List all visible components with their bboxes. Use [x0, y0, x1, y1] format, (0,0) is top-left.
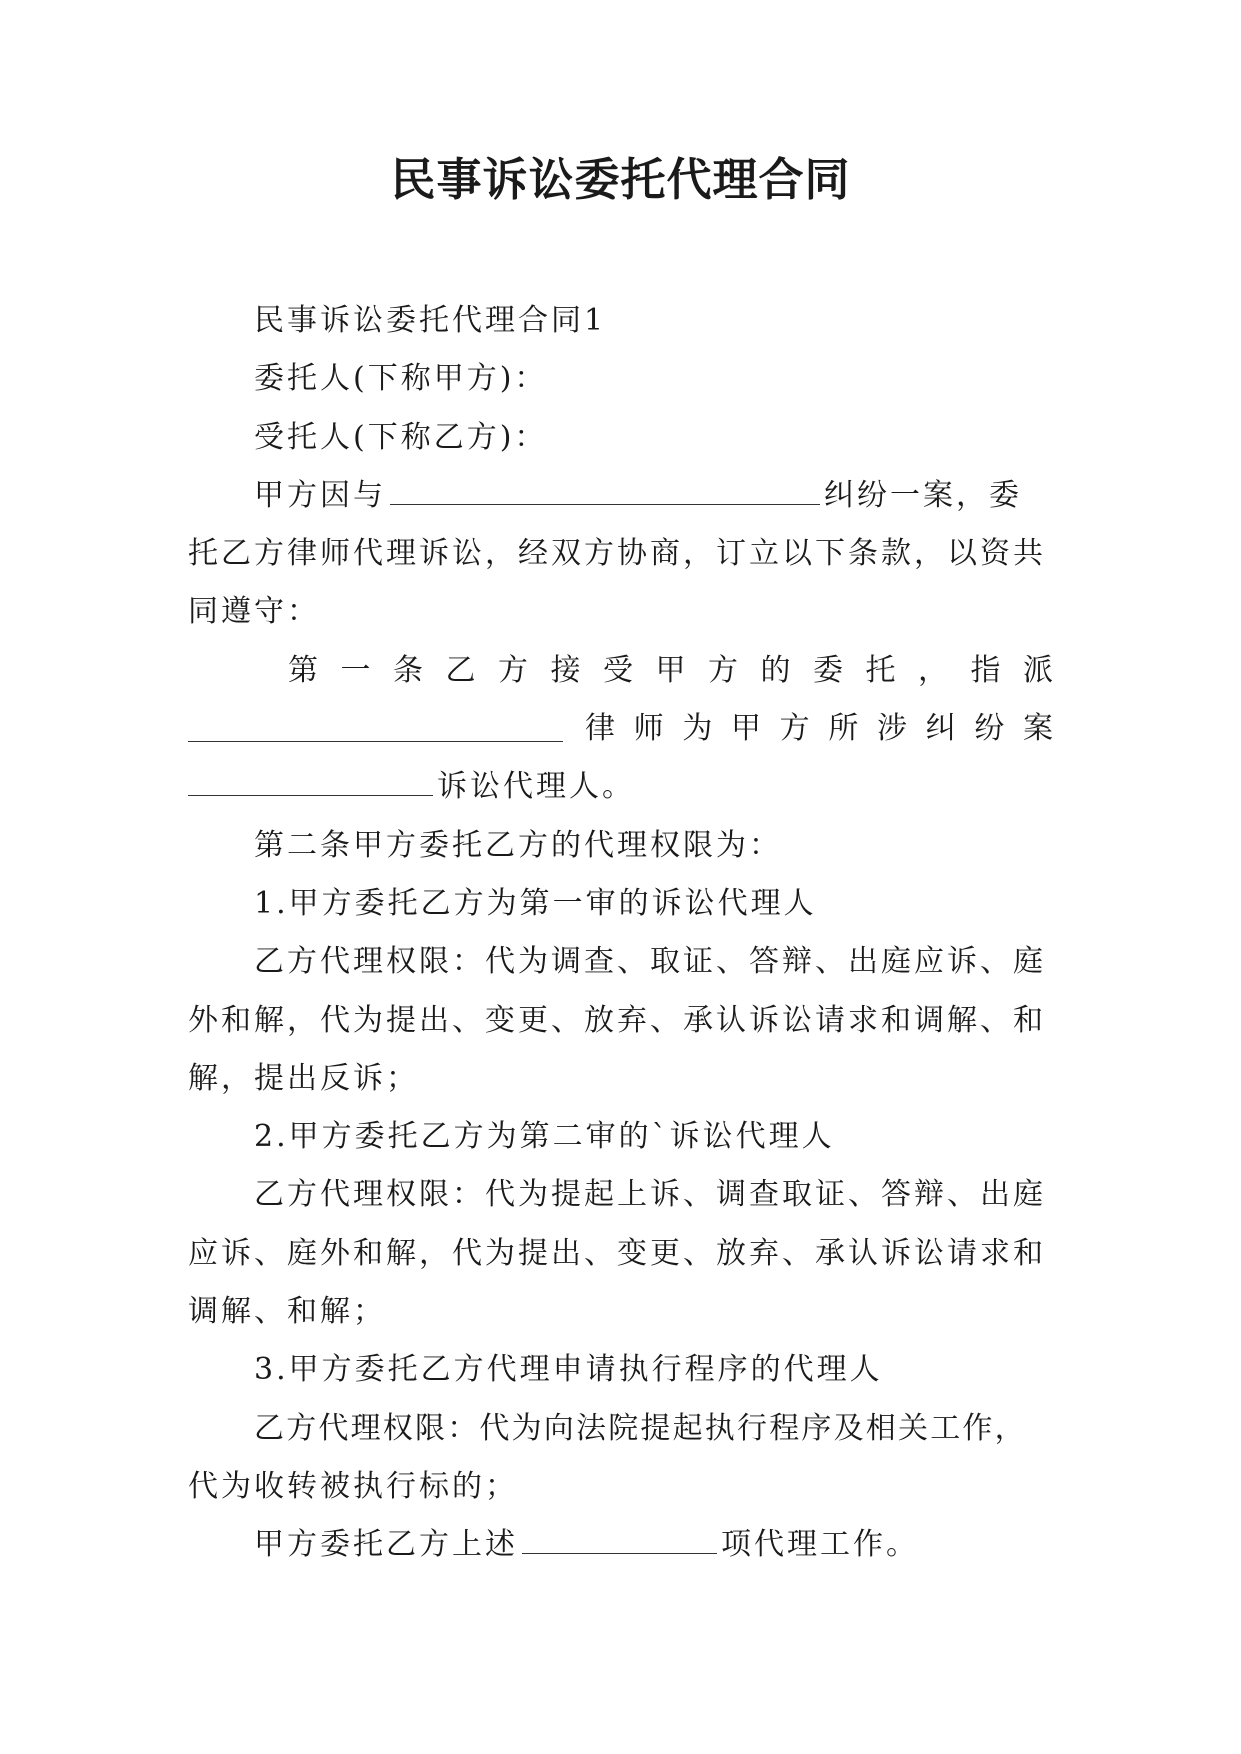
item2-title: 2.甲方委托乙方为第二审的`诉讼代理人 — [254, 1119, 835, 1155]
closing-prefix: 甲方委托乙方上述 — [254, 1527, 518, 1563]
document-title: 民事诉讼委托代理合同 — [390, 153, 851, 206]
item2-line-1: 乙方代理权限：代为提起上诉、调查取证、答辩、出庭 — [254, 1177, 1046, 1213]
document-body — [188, 292, 1056, 1575]
item1-line-3: 解，提出反诉； — [188, 1060, 419, 1096]
item3-line-1: 乙方代理权限：代为向法院提起执行程序及相关工作， — [254, 1410, 1027, 1446]
dispute-party-blank — [390, 480, 820, 505]
intro-prefix: 甲方因与 — [254, 477, 386, 513]
article2-heading: 第二条甲方委托乙方的代理权限为： — [254, 827, 782, 863]
item2-line-3: 调解、和解； — [188, 1294, 386, 1330]
intro-line-2: 托乙方律师代理诉讼，经双方协商，订立以下条款，以资共 — [188, 536, 1046, 572]
item1-line-1: 乙方代理权限：代为调查、取证、答辩、出庭应诉、庭 — [254, 944, 1046, 980]
article1-line-3 — [188, 758, 1056, 816]
article1-line-3-text: 诉讼代理人。 — [437, 769, 635, 805]
closing-suffix: 项代理工作。 — [721, 1527, 919, 1563]
item3-line-2: 代为收转被执行标的； — [188, 1468, 518, 1504]
article1-line-2 — [188, 700, 1056, 758]
article1-line-2-text: 律师为甲方所涉纠纷案 — [585, 711, 1056, 747]
item-count-blank — [522, 1529, 717, 1554]
contract-subtitle: 民事诉讼委托代理合同1 — [254, 303, 607, 338]
article1-line-1: 第一条乙方接受甲方的委托，指派 — [288, 652, 1056, 688]
client-line: 委托人(下称甲方)： — [254, 361, 548, 397]
intro-line-1 — [188, 467, 1056, 525]
agent-line: 受托人(下称乙方)： — [254, 419, 548, 455]
item3-title: 3.甲方委托乙方代理申请执行程序的代理人 — [254, 1352, 883, 1388]
intro-line-3: 同遵守： — [188, 594, 320, 630]
case-name-blank — [188, 771, 433, 796]
item2-line-2: 应诉、庭外和解，代为提出、变更、放弃、承认诉讼请求和 — [188, 1235, 1046, 1271]
closing-line — [188, 1516, 1056, 1574]
lawyer-name-blank — [188, 717, 563, 742]
intro-suffix: 纠纷一案，委 — [824, 477, 1022, 513]
item1-line-2: 外和解，代为提出、变更、放弃、承认诉讼请求和调解、和 — [188, 1002, 1046, 1038]
item1-title: 1.甲方委托乙方为第一审的诉讼代理人 — [254, 885, 817, 921]
